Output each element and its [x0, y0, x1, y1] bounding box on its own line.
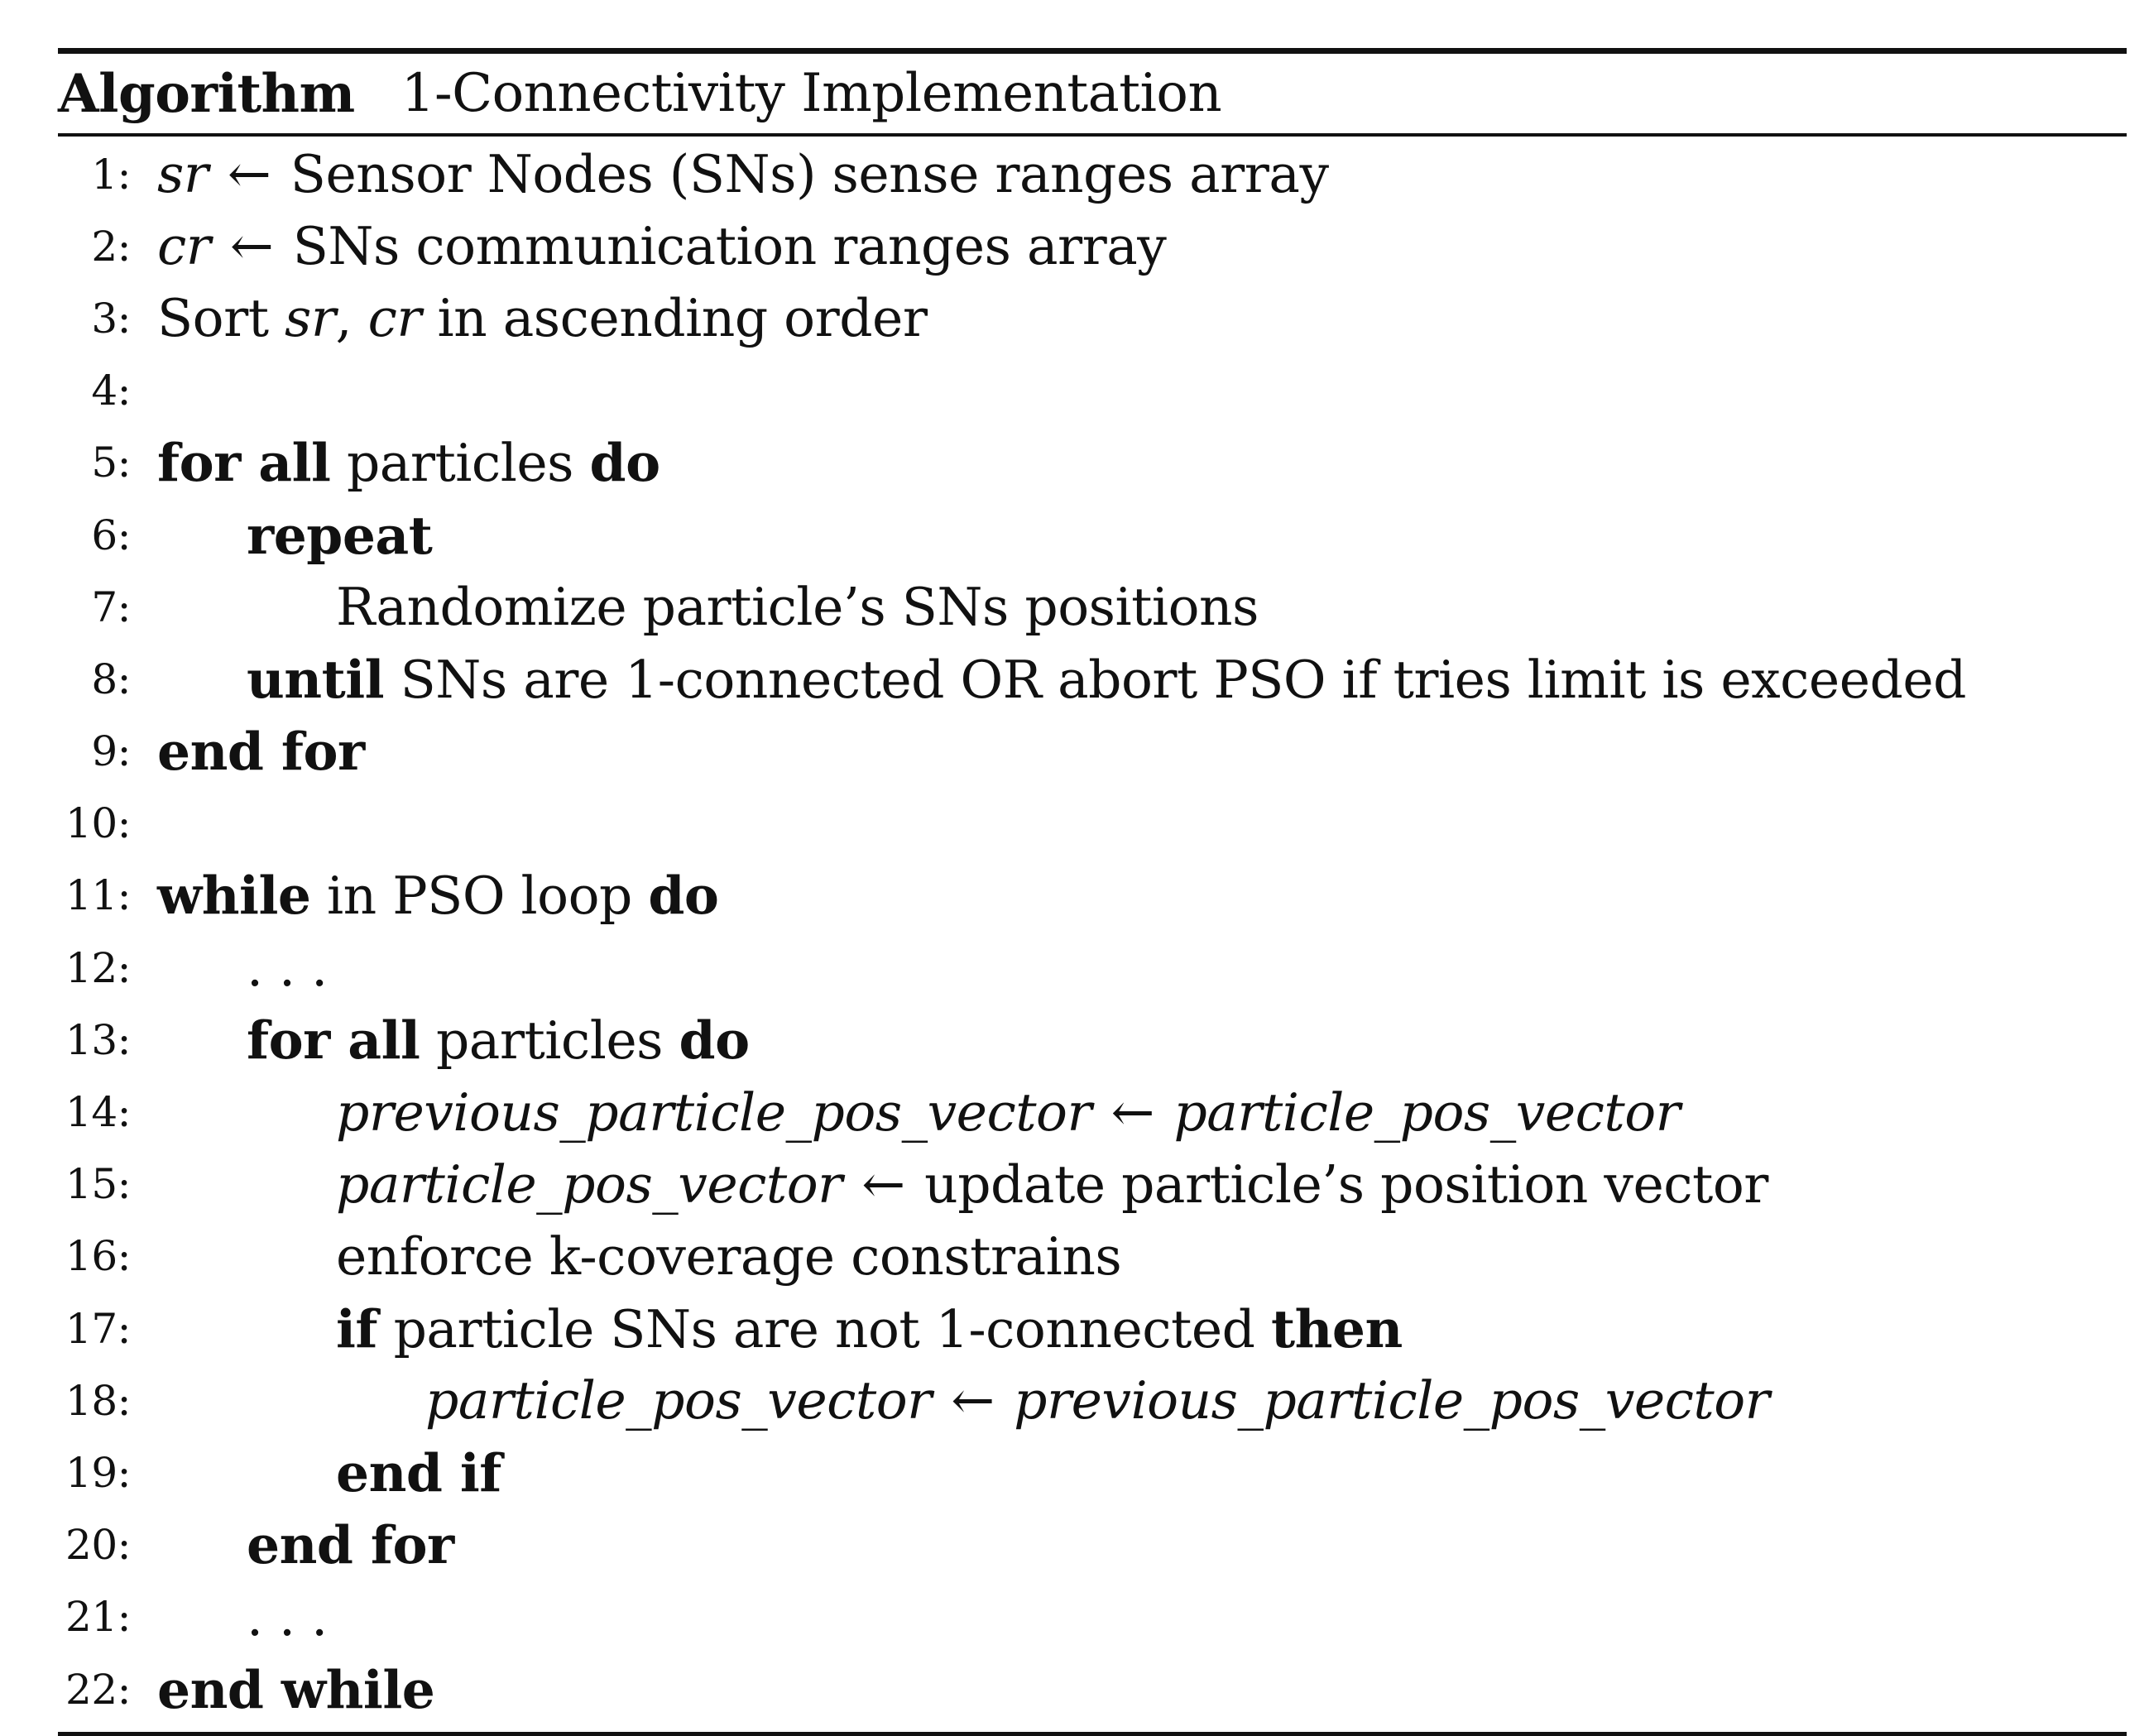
algorithm-lines	[58, 137, 2127, 1725]
algorithm-title: 1-Connectivity Implementation	[401, 63, 1222, 124]
variable: cr	[367, 288, 421, 349]
keyword: then	[1271, 1297, 1403, 1360]
line-number: 11:	[65, 871, 131, 920]
code-text: particles	[330, 433, 590, 494]
keyword: until	[247, 648, 385, 710]
code-text	[998, 1370, 1015, 1431]
variable: particle_pos_vector	[1173, 1081, 1681, 1143]
line-number: 20:	[65, 1521, 131, 1570]
algorithm-block	[58, 48, 2127, 1736]
algorithm-label: Algorithm	[58, 62, 355, 125]
variable: particle_pos_vector	[425, 1370, 932, 1431]
keyword: end while	[157, 1658, 435, 1720]
code-text: Sort	[157, 288, 285, 349]
line-code	[157, 865, 718, 926]
keyword: do	[648, 865, 719, 927]
keyword: if	[336, 1297, 378, 1360]
line-code	[157, 1587, 328, 1647]
keyword: end for	[157, 721, 365, 783]
code-text: ,	[335, 288, 368, 349]
variable: previous_particle_pos_vector	[1014, 1370, 1770, 1431]
algorithm-line	[58, 1076, 2127, 1148]
algorithm-line	[58, 1364, 2127, 1436]
keyword: end for	[247, 1514, 454, 1576]
line-number: 8:	[91, 655, 131, 703]
line-number: 14:	[65, 1088, 131, 1137]
keyword: while	[157, 865, 311, 927]
code-text: Sensor Nodes (SNs) sense ranges array	[274, 144, 1329, 205]
assign-arrow: ←	[229, 216, 274, 277]
line-code	[157, 144, 1329, 204]
assign-arrow: ←	[951, 1370, 995, 1431]
line-number: 5:	[91, 439, 131, 487]
code-text: enforce k-coverage constrains	[336, 1225, 1122, 1287]
keyword: repeat	[247, 504, 433, 566]
code-text	[210, 216, 227, 276]
line-number: 6:	[91, 511, 131, 559]
algorithm-line	[58, 716, 2127, 788]
line-code	[157, 1298, 1403, 1360]
algorithm-line	[58, 282, 2127, 354]
variable: sr	[285, 288, 336, 349]
line-code	[157, 1009, 750, 1071]
line-code	[157, 1226, 1121, 1287]
code-text: SNs communication ranges array	[276, 216, 1167, 277]
assign-arrow: ←	[1110, 1081, 1154, 1143]
code-text: particle SNs are not 1-connected	[377, 1298, 1272, 1360]
line-number: 7:	[91, 583, 131, 631]
code-text: in ascending order	[420, 288, 928, 349]
variable: particle_pos_vector	[336, 1153, 842, 1215]
line-code	[157, 1082, 1680, 1143]
code-text	[842, 1154, 859, 1215]
line-number: 19:	[65, 1448, 131, 1497]
algorithm-line	[58, 1581, 2127, 1653]
variable: cr	[157, 216, 211, 277]
code-text	[1158, 1082, 1174, 1143]
line-number: 17:	[65, 1304, 131, 1353]
line-code	[157, 938, 328, 998]
algorithm-line	[58, 210, 2127, 282]
keyword: for all	[157, 432, 331, 494]
code-text	[1091, 1082, 1108, 1143]
line-code	[157, 505, 432, 566]
line-number: 1:	[91, 150, 131, 199]
assign-arrow: ←	[861, 1153, 905, 1215]
code-text: Randomize particle’s SNs positions	[336, 577, 1259, 638]
code-text: update particle’s position vector	[908, 1153, 1768, 1215]
variable: previous_particle_pos_vector	[336, 1081, 1092, 1143]
keyword: do	[589, 432, 660, 494]
code-text: SNs are 1-connected OR abort PSO if tries limit is exceeded	[384, 649, 1966, 710]
algorithm-line	[58, 1509, 2127, 1581]
line-code	[157, 577, 1259, 637]
line-number: 16:	[65, 1232, 131, 1281]
bottom-rule	[58, 1732, 2127, 1736]
algorithm-line	[58, 932, 2127, 1004]
code-text: in PSO loop	[310, 866, 649, 927]
algorithm-line	[58, 355, 2127, 427]
line-code	[157, 1659, 434, 1720]
line-number: 13:	[65, 1015, 131, 1064]
line-number: 22:	[65, 1665, 131, 1714]
line-number: 3:	[91, 294, 131, 343]
algorithm-line	[58, 1220, 2127, 1292]
algorithm-line	[58, 427, 2127, 499]
code-text: . . .	[247, 1586, 328, 1647]
line-code	[157, 721, 365, 782]
line-number: 15:	[65, 1160, 131, 1209]
algorithm-caption	[58, 54, 2127, 133]
code-text: . . .	[247, 938, 328, 999]
line-number: 21:	[65, 1593, 131, 1642]
line-code	[157, 432, 660, 493]
line-code	[157, 1442, 501, 1503]
assign-arrow: ←	[227, 144, 271, 205]
keyword: end if	[336, 1441, 501, 1503]
top-rule	[58, 48, 2127, 54]
variable: sr	[157, 144, 209, 205]
line-number: 2:	[91, 222, 131, 271]
algorithm-line	[58, 788, 2127, 860]
keyword: for all	[247, 1009, 420, 1071]
algorithm-line	[58, 571, 2127, 643]
algorithm-line	[58, 643, 2127, 715]
line-number: 12:	[65, 943, 131, 992]
line-code	[157, 1154, 1768, 1215]
algorithm-line	[58, 1653, 2127, 1725]
algorithm-line	[58, 499, 2127, 571]
line-code	[157, 649, 1966, 710]
code-text: particles	[420, 1009, 679, 1071]
code-text	[208, 144, 224, 204]
line-code	[157, 1514, 454, 1575]
line-number: 18:	[65, 1376, 131, 1425]
algorithm-line	[58, 1292, 2127, 1364]
line-number: 4:	[91, 367, 131, 415]
line-code	[157, 1370, 1769, 1431]
line-number: 9:	[91, 727, 131, 776]
line-code	[157, 288, 927, 348]
algorithm-line	[58, 1149, 2127, 1220]
keyword: do	[679, 1009, 750, 1071]
algorithm-line	[58, 138, 2127, 210]
line-code	[157, 216, 1166, 276]
algorithm-line	[58, 1004, 2127, 1076]
code-text	[932, 1370, 948, 1431]
algorithm-line	[58, 860, 2127, 932]
line-number: 10:	[65, 799, 131, 848]
algorithm-line	[58, 1436, 2127, 1508]
